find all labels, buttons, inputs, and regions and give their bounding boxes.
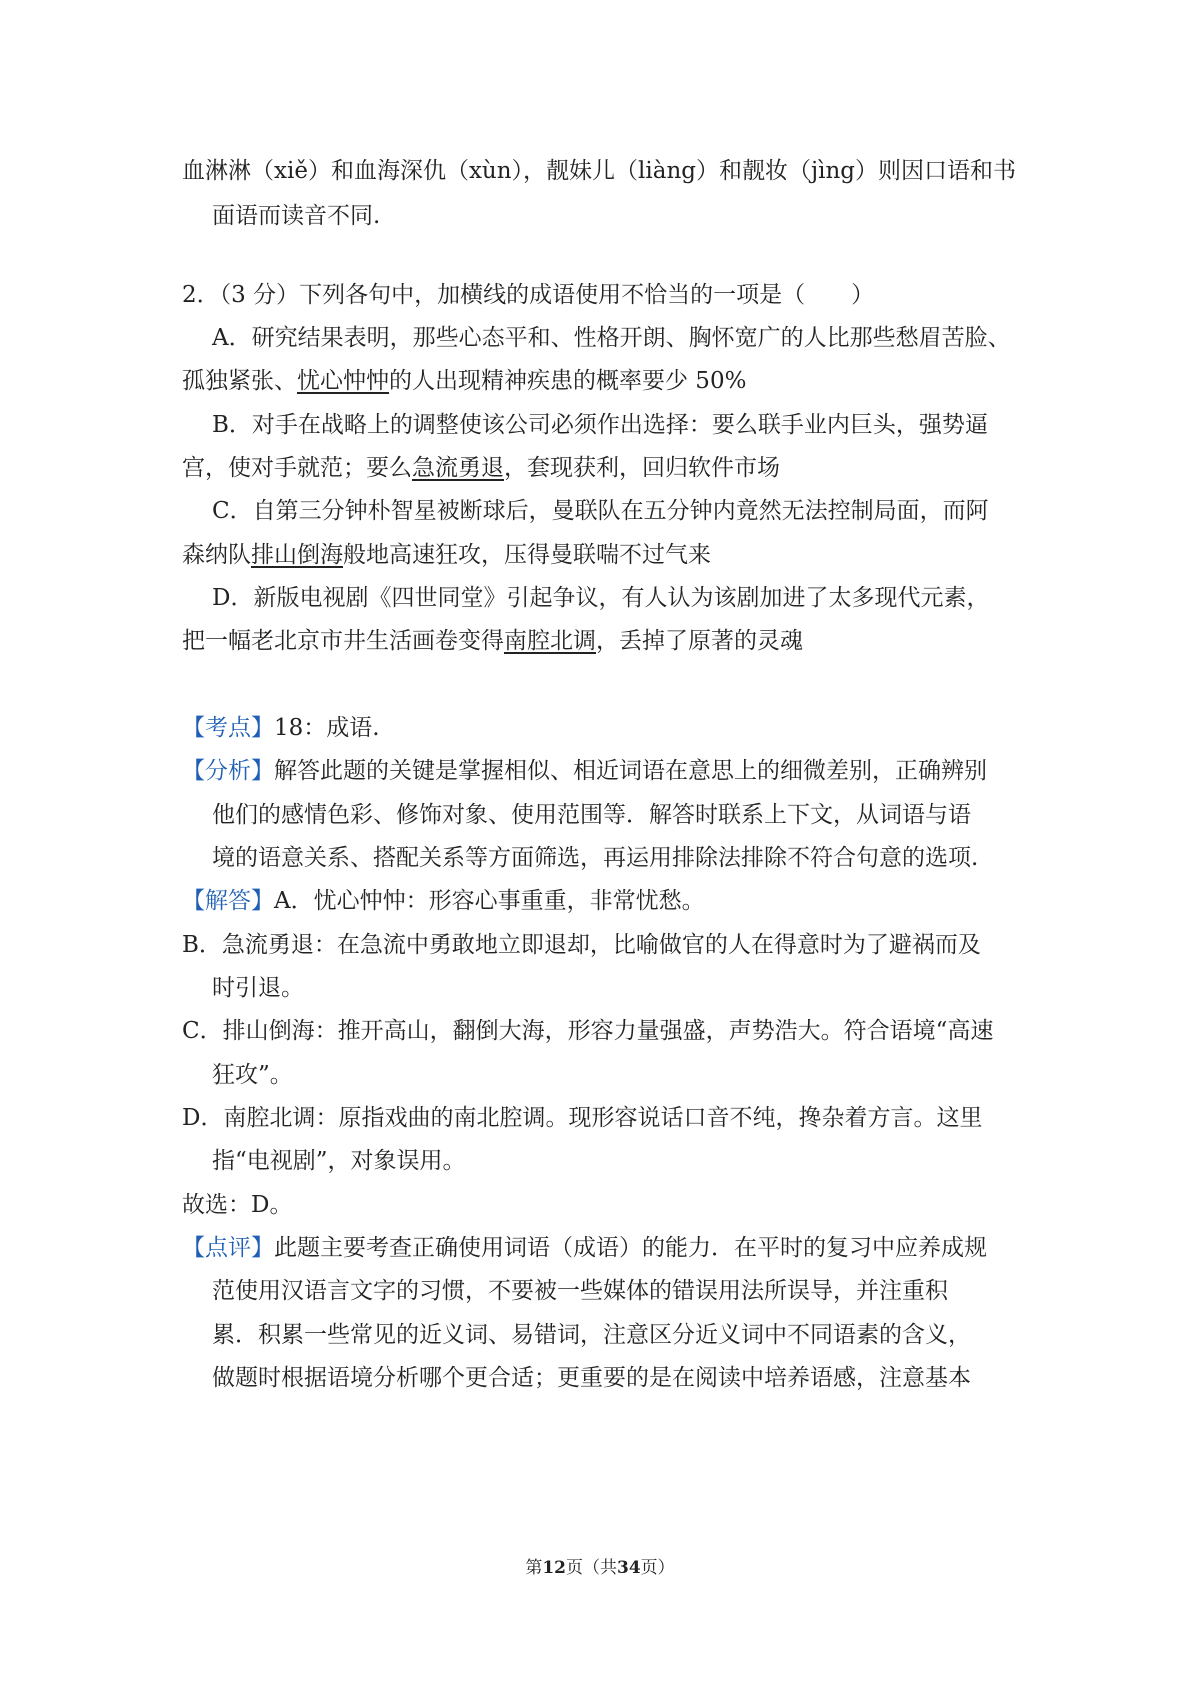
- paragraph-line: 面语而读音不同.: [212, 203, 381, 229]
- option-b-line1: B．对手在战略上的调整使该公司必须作出选择：要么联手业内巨头，强势逼: [212, 412, 988, 438]
- option-d-line2: 把一幅老北京市井生活画卷变得南腔北调，丢掉了原著的灵魂: [182, 628, 803, 654]
- answer-b-line2: 时引退。: [212, 975, 304, 1001]
- fenxi-tag: 【分析】: [182, 758, 274, 784]
- answer-c-line1: C．排山倒海：推开高山，翻倒大海，形容力量强盛，声势浩大。符合语境“高速: [182, 1018, 994, 1044]
- paragraph-line: 血淋淋（xiě）和血海深仇（xùn），靓妹儿（liàng）和靓妆（jìng）则因口语和书: [182, 158, 1017, 184]
- page-number: 12: [542, 1558, 566, 1578]
- underlined-idiom: 南腔北调: [504, 628, 596, 654]
- option-c-line2: 森纳队排山倒海般地高速狂攻，压得曼联喘不过气来: [182, 542, 711, 568]
- jieda-line: 【解答】A．忧心忡忡：形容心事重重，非常忧愁。: [182, 888, 705, 914]
- total-pages: 34: [617, 1558, 641, 1578]
- option-d-line1: D．新版电视剧《四世同堂》引起争议，有人认为该剧加进了太多现代元素，: [212, 585, 990, 611]
- answer-d-line1: D．南腔北调：原指戏曲的南北腔调。现形容说话口音不纯，搀杂着方言。这里: [182, 1105, 983, 1131]
- fenxi-line3: 境的语意关系、搭配关系等方面筛选，再运用排除法排除不符合句意的选项.: [212, 845, 979, 871]
- fenxi-line1: 【分析】解答此题的关键是掌握相似、相近词语在意思上的细微差别，正确辨别: [182, 758, 987, 784]
- question-stem: 2．（3 分）下列各句中，加横线的成语使用不恰当的一项是（ ）: [182, 282, 875, 308]
- answer-b-line1: B．急流勇退：在急流中勇敢地立即退却，比喻做官的人在得意时为了避祸而及: [182, 932, 981, 958]
- option-b-line2: 宫，使对手就范；要么急流勇退，套现获利，回归软件市场: [182, 455, 780, 481]
- option-a-line1: A．研究结果表明，那些心态平和、性格开朗、胸怀宽广的人比那些愁眉苦脸、: [212, 325, 1011, 351]
- kaodian-line: 【考点】18：成语.: [182, 715, 380, 741]
- answer-d-line2: 指“电视剧”，对象误用。: [212, 1148, 466, 1174]
- kaodian-tag: 【考点】: [182, 715, 274, 741]
- underlined-idiom: 忧心忡忡: [297, 368, 389, 394]
- dianping-tag: 【点评】: [182, 1235, 274, 1261]
- underlined-idiom: 急流勇退: [412, 455, 504, 481]
- underlined-idiom: 排山倒海: [251, 542, 343, 568]
- page-footer: 第12页（共34页）: [525, 1558, 675, 1578]
- dianping-line1: 【点评】此题主要考查正确使用词语（成语）的能力．在平时的复习中应养成规: [182, 1235, 987, 1261]
- dianping-line2: 范使用汉语言文字的习惯，不要被一些媒体的错误用法所误导，并注重积: [212, 1278, 948, 1304]
- dianping-line4: 做题时根据语境分析哪个更合适；更重要的是在阅读中培养语感，注意基本: [212, 1365, 971, 1391]
- answer-c-line2: 狂攻”。: [212, 1062, 293, 1088]
- dianping-line3: 累．积累一些常见的近义词、易错词，注意区分近义词中不同语素的含义，: [212, 1322, 971, 1348]
- fenxi-line2: 他们的感情色彩、修饰对象、使用范围等．解答时联系上下文，从词语与语: [212, 802, 971, 828]
- guxuan-line: 故选：D。: [182, 1192, 293, 1218]
- option-c-line1: C．自第三分钟朴智星被断球后，曼联队在五分钟内竟然无法控制局面，而阿: [212, 498, 989, 524]
- jieda-tag: 【解答】: [182, 888, 274, 914]
- option-a-line2: 孤独紧张、忧心忡忡的人出现精神疾患的概率要少 50%: [182, 368, 747, 394]
